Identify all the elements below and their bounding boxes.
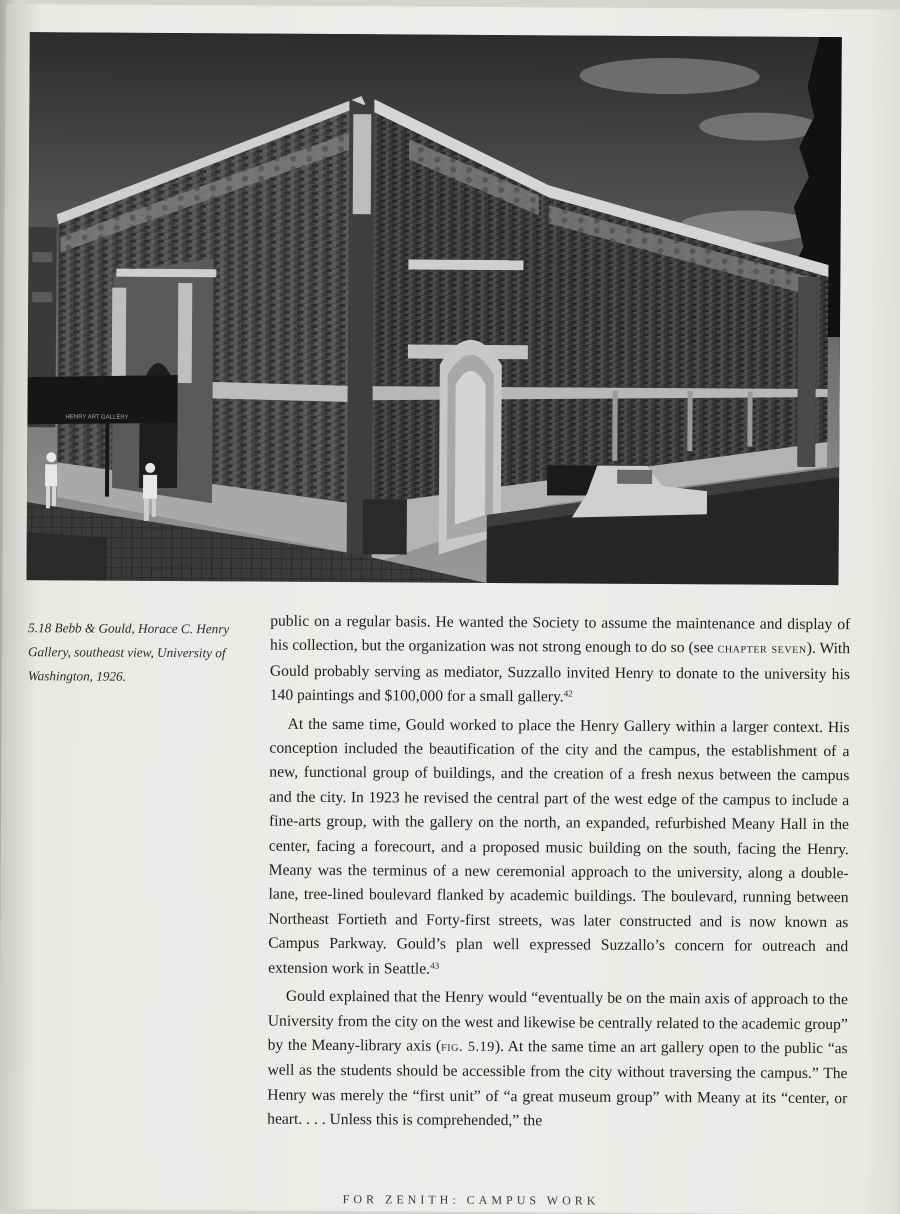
chapter-reference: chapter seven — [717, 641, 807, 658]
footnote-43: 43 — [430, 960, 440, 971]
paragraph-3 — [267, 985, 848, 1136]
book-page — [0, 4, 900, 1214]
paragraph-3-text-b: ). At the same time an art gallery open to the public “as well as the students should be accessible from the city without traversing the campus.” The Henry was merely the “first unit” of “a great museum group” with Meany at its “center, or heart. . . . Unless this is comprehended,” the — [267, 1037, 848, 1130]
paragraph-3-text-a: Gould explained that the Henry would “eventually be on the main axis of approach to the University from the city on the west and likewise be centrally related to the academic group” by the Meany-library axis ( — [267, 987, 848, 1055]
figure-caption: 5.18 Bebb & Gould, Horace C. Henry Gallery, southeast view, University of Washington, 1926. — [27, 620, 230, 684]
running-footer: FOR ZENITH: CAMPUS WORK — [342, 1192, 600, 1208]
paragraph-1-text-a: public on a regular basis. He wanted the Society to assume the maintenance and display of his collection, but the organization was not strong enough to do so (see — [270, 612, 851, 657]
paragraph-1 — [270, 610, 851, 712]
footnote-42: 42 — [563, 688, 573, 699]
gallery-sign-text: HENRY ART GALLERY — [65, 414, 129, 421]
paragraph-2-text: At the same time, Gould worked to place the Henry Gallery within a larger context. His conception included the beautification of the city and the campus, the establishment of a new, functional group of buildings, and the creation of a fresh nexus between the campus and the city. In 1923 he revised the central part of the west edge of the campus to include a fine-arts group, with the gallery on the north, an expanded, refurbished Meany Hall in the center, facing a forecourt, and a proposed music building on the south, facing the Henry. Meany was the terminus of a new ceremonial approach to the university, along a double-lane, tree-lined boulevard flanked by academic buildings. The boulevard, running between Northeast Fortieth and Forty-first streets, was later constructed and is now known as Campus Parkway. Gould’s plan well expressed Suzzallo’s concern for outreach and extension work in Seattle. — [268, 715, 850, 978]
gallery-photo-svg — [26, 32, 841, 585]
paragraph-2 — [268, 712, 850, 984]
gallery-photograph — [26, 32, 841, 585]
body-text — [267, 610, 850, 1136]
paragraph-1-text-b: ). With Gould probably serving as mediator, Suzzallo invited Henry to donate to the university his 140 paintings and $100,000 for a small gallery. — [269, 640, 851, 706]
figure-reference: fig. 5.19 — [441, 1039, 495, 1055]
